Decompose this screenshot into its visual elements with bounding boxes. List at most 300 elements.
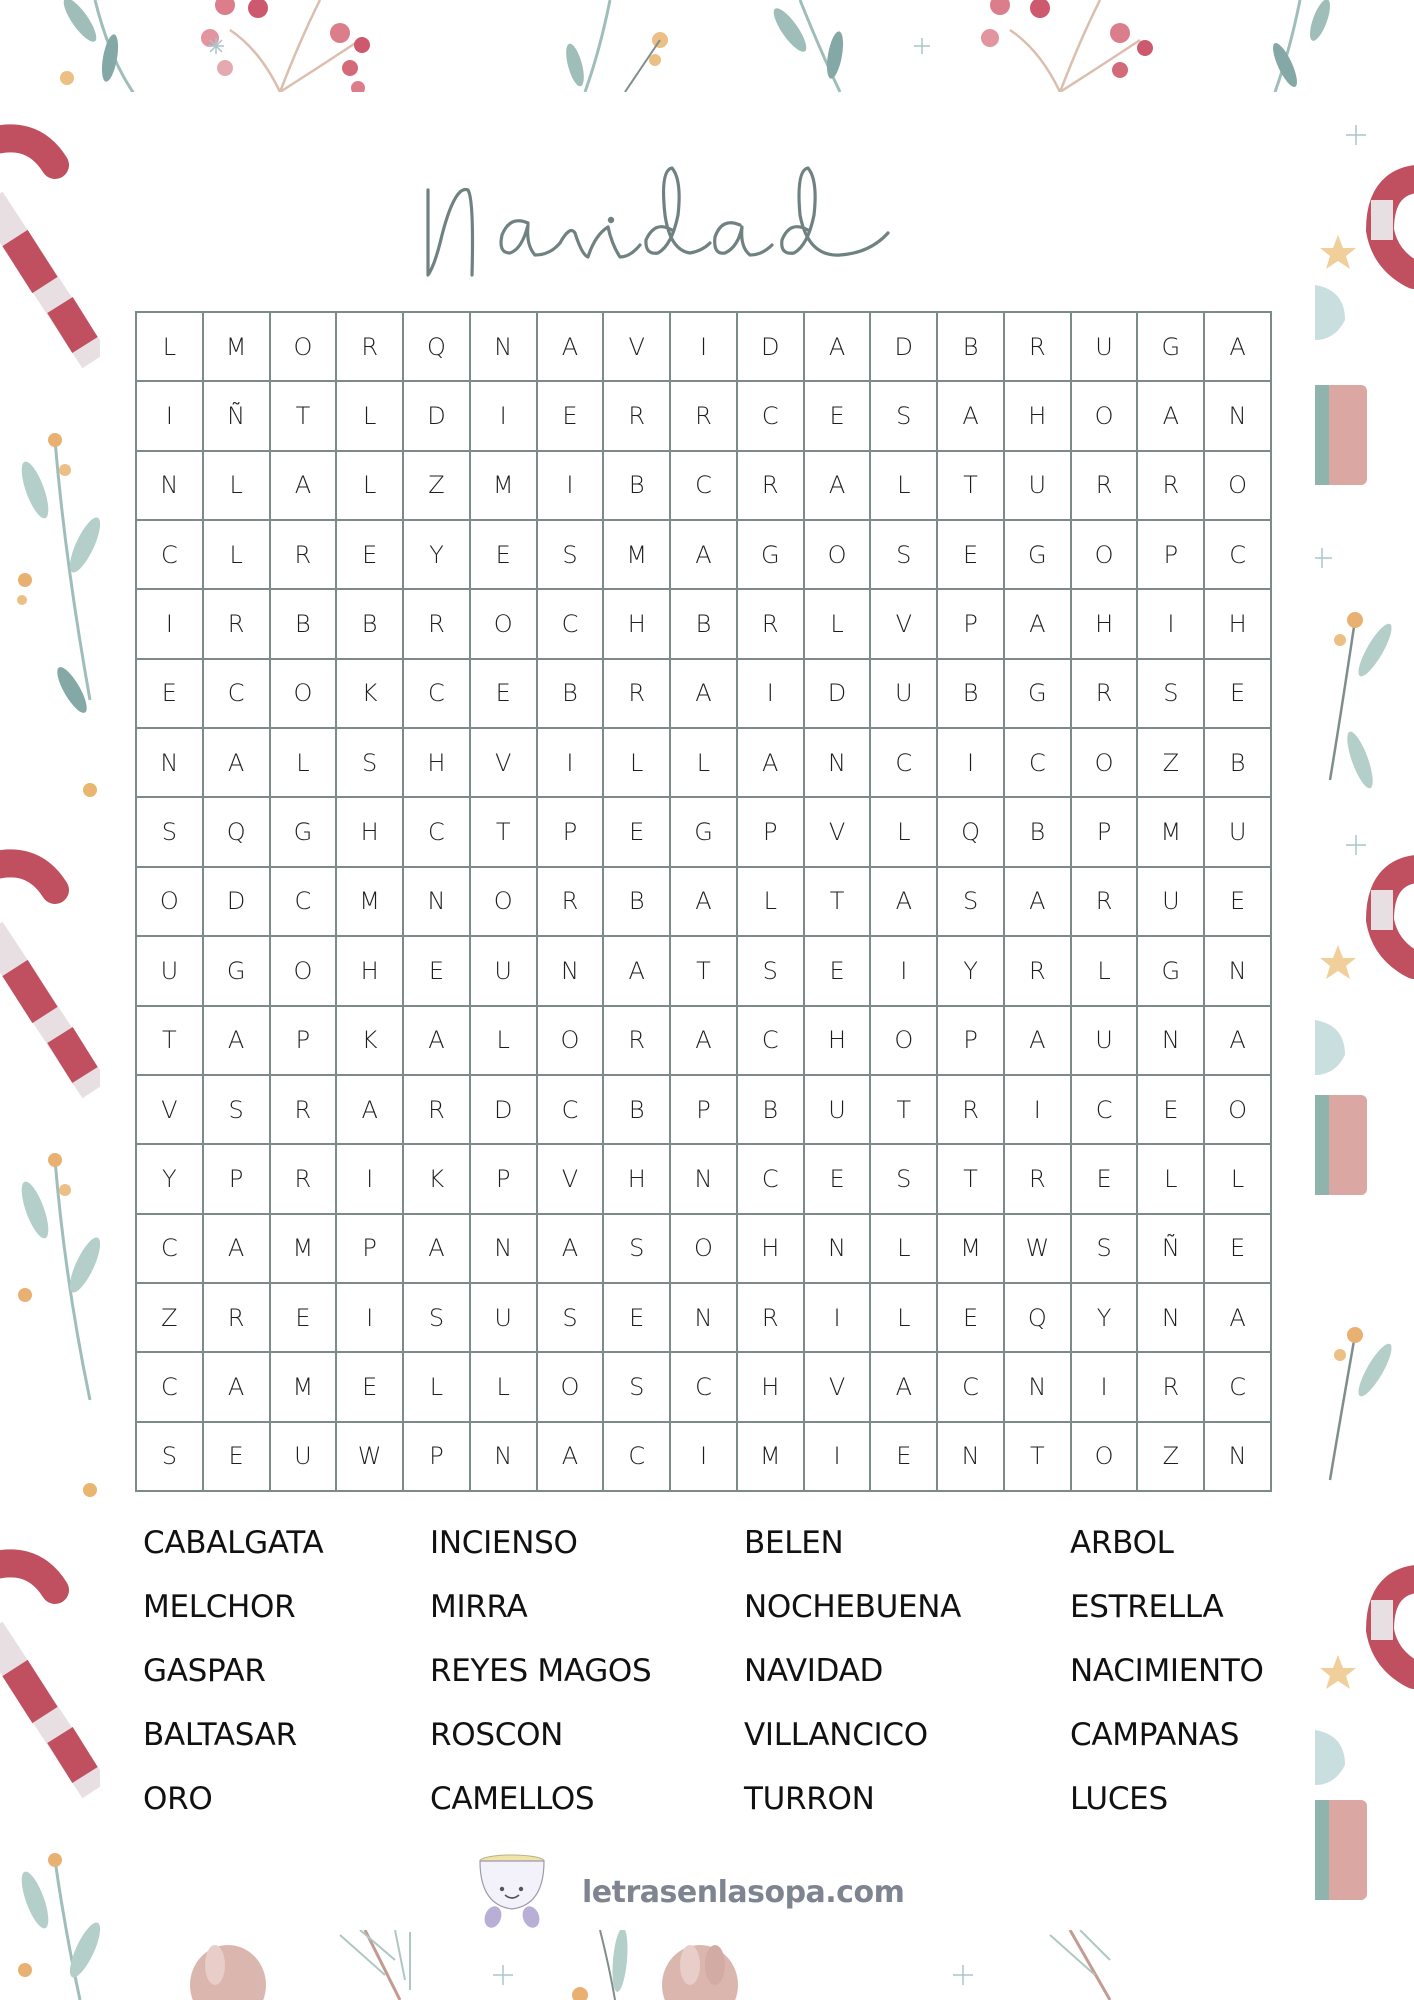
grid-cell[interactable]: S <box>137 798 204 867</box>
grid-cell[interactable]: C <box>1205 1353 1272 1422</box>
grid-cell[interactable]: C <box>271 868 338 937</box>
candy-cane-icon <box>0 863 95 1090</box>
grid-cell[interactable]: M <box>337 868 404 937</box>
grid-cell[interactable]: M <box>271 1215 338 1284</box>
grid-cell[interactable]: L <box>871 798 938 867</box>
grid-cell[interactable]: L <box>471 1353 538 1422</box>
grid-cell[interactable]: E <box>805 1145 872 1214</box>
grid-cell[interactable]: I <box>1138 590 1205 659</box>
grid-cell[interactable]: Z <box>1138 1423 1205 1492</box>
grid-cell[interactable]: Ñ <box>204 382 271 451</box>
grid-cell[interactable]: B <box>604 452 671 521</box>
grid-cell[interactable]: U <box>1072 1007 1139 1076</box>
grid-cell[interactable]: N <box>671 1145 738 1214</box>
grid-cell[interactable]: L <box>1072 937 1139 1006</box>
grid-cell[interactable]: Q <box>204 798 271 867</box>
grid-cell[interactable]: N <box>1138 1284 1205 1353</box>
snowflake-icon <box>493 1965 513 1985</box>
grid-cell[interactable]: A <box>538 1423 605 1492</box>
grid-cell[interactable]: O <box>671 1215 738 1284</box>
grid-cell[interactable]: A <box>204 729 271 798</box>
grid-cell[interactable]: B <box>538 660 605 729</box>
grid-cell[interactable]: N <box>538 937 605 1006</box>
grid-cell[interactable]: G <box>738 521 805 590</box>
grid-cell[interactable]: M <box>204 313 271 382</box>
grid-cell[interactable]: L <box>805 590 872 659</box>
grid-cell[interactable]: R <box>604 382 671 451</box>
grid-cell[interactable]: C <box>404 798 471 867</box>
grid-cell[interactable]: A <box>938 382 1005 451</box>
grid-cell[interactable]: M <box>604 521 671 590</box>
grid-cell[interactable]: A <box>671 1007 738 1076</box>
grid-cell[interactable]: Y <box>938 937 1005 1006</box>
grid-cell[interactable]: T <box>137 1007 204 1076</box>
grid-cell[interactable]: D <box>471 1076 538 1145</box>
grid-cell[interactable]: A <box>337 1076 404 1145</box>
grid-cell[interactable]: C <box>604 1423 671 1492</box>
grid-cell[interactable]: S <box>604 1215 671 1284</box>
grid-cell[interactable]: W <box>1005 1215 1072 1284</box>
grid-cell[interactable]: I <box>671 1423 738 1492</box>
grid-cell[interactable]: N <box>137 729 204 798</box>
grid-cell[interactable]: A <box>805 452 872 521</box>
grid-cell[interactable]: L <box>137 313 204 382</box>
grid-cell[interactable]: S <box>137 1423 204 1492</box>
grid-cell[interactable]: L <box>471 1007 538 1076</box>
grid-cell[interactable]: B <box>604 868 671 937</box>
grid-cell[interactable]: N <box>805 1215 872 1284</box>
grid-cell[interactable]: L <box>337 452 404 521</box>
grid-cell[interactable]: P <box>204 1145 271 1214</box>
grid-cell[interactable]: Q <box>1005 1284 1072 1353</box>
grid-cell[interactable]: N <box>1138 1007 1205 1076</box>
grid-cell[interactable]: T <box>271 382 338 451</box>
grid-cell[interactable]: B <box>1005 798 1072 867</box>
grid-cell[interactable]: G <box>1138 937 1205 1006</box>
grid-cell[interactable]: R <box>337 313 404 382</box>
grid-cell[interactable]: H <box>738 1215 805 1284</box>
grid-cell[interactable]: I <box>337 1145 404 1214</box>
grid-cell[interactable]: O <box>538 1353 605 1422</box>
grid-cell[interactable]: N <box>671 1284 738 1353</box>
grid-cell[interactable]: V <box>137 1076 204 1145</box>
grid-cell[interactable]: N <box>471 1215 538 1284</box>
grid-cell[interactable]: C <box>1005 729 1072 798</box>
grid-cell[interactable]: O <box>271 937 338 1006</box>
grid-cell[interactable]: M <box>271 1353 338 1422</box>
grid-cell[interactable]: G <box>671 798 738 867</box>
grid-cell[interactable]: N <box>471 313 538 382</box>
grid-cell[interactable]: B <box>671 590 738 659</box>
grid-cell[interactable]: A <box>271 452 338 521</box>
grid-cell[interactable]: P <box>404 1423 471 1492</box>
word-item: NAVIDAD <box>744 1653 884 1689</box>
grid-cell[interactable]: C <box>738 382 805 451</box>
grid-cell[interactable]: A <box>204 1007 271 1076</box>
grid-cell[interactable]: U <box>471 937 538 1006</box>
grid-cell[interactable]: M <box>471 452 538 521</box>
candy-cane-icon <box>1380 1579 1414 1675</box>
site-link[interactable]: letrasenlasopa.com <box>582 1875 905 1910</box>
grid-cell[interactable]: Y <box>137 1145 204 1214</box>
grid-cell[interactable]: R <box>1072 452 1139 521</box>
grid-cell[interactable]: E <box>938 521 1005 590</box>
grid-cell[interactable]: E <box>1205 1215 1272 1284</box>
grid-cell[interactable]: E <box>337 521 404 590</box>
grid-cell[interactable]: Z <box>137 1284 204 1353</box>
grid-cell[interactable]: C <box>204 660 271 729</box>
grid-cell[interactable]: E <box>471 660 538 729</box>
grid-cell[interactable]: A <box>404 1215 471 1284</box>
grid-cell[interactable]: E <box>871 1423 938 1492</box>
grid-cell[interactable]: T <box>938 1145 1005 1214</box>
grid-cell[interactable]: A <box>604 937 671 1006</box>
grid-cell[interactable]: I <box>137 590 204 659</box>
grid-cell[interactable]: A <box>671 868 738 937</box>
word-search-grid[interactable] <box>135 311 1272 1492</box>
grid-cell[interactable]: O <box>871 1007 938 1076</box>
grid-cell[interactable]: B <box>938 313 1005 382</box>
grid-cell[interactable]: L <box>204 521 271 590</box>
grid-cell[interactable]: C <box>671 452 738 521</box>
grid-cell[interactable]: R <box>271 1076 338 1145</box>
grid-cell[interactable]: A <box>204 1215 271 1284</box>
grid-cell[interactable]: P <box>471 1145 538 1214</box>
grid-cell[interactable]: B <box>271 590 338 659</box>
grid-cell[interactable]: E <box>137 660 204 729</box>
grid-cell[interactable]: U <box>1138 868 1205 937</box>
grid-cell[interactable]: P <box>938 1007 1005 1076</box>
grid-cell[interactable]: I <box>538 729 605 798</box>
grid-cell[interactable]: R <box>1138 452 1205 521</box>
grid-cell[interactable]: A <box>538 313 605 382</box>
grid-cell[interactable]: G <box>1138 313 1205 382</box>
grid-cell[interactable]: N <box>1205 382 1272 451</box>
grid-cell[interactable]: H <box>1005 382 1072 451</box>
grid-cell[interactable]: B <box>938 660 1005 729</box>
grid-cell[interactable]: A <box>1205 1007 1272 1076</box>
grid-cell[interactable]: M <box>738 1423 805 1492</box>
grid-cell[interactable]: R <box>604 1007 671 1076</box>
grid-cell[interactable]: V <box>471 729 538 798</box>
grid-cell[interactable]: C <box>137 1353 204 1422</box>
grid-cell[interactable]: T <box>871 1076 938 1145</box>
grid-cell[interactable]: S <box>938 868 1005 937</box>
grid-cell[interactable]: V <box>871 590 938 659</box>
grid-cell[interactable]: N <box>1005 1353 1072 1422</box>
grid-cell[interactable]: A <box>404 1007 471 1076</box>
grid-cell[interactable]: S <box>1072 1215 1139 1284</box>
grid-cell[interactable]: T <box>805 868 872 937</box>
grid-cell[interactable]: R <box>1072 660 1139 729</box>
grid-cell[interactable]: G <box>1005 660 1072 729</box>
grid-cell[interactable]: E <box>271 1284 338 1353</box>
grid-cell[interactable]: P <box>1138 521 1205 590</box>
grid-cell[interactable]: R <box>938 1076 1005 1145</box>
grid-cell[interactable]: S <box>871 382 938 451</box>
grid-cell[interactable]: S <box>538 521 605 590</box>
grid-cell[interactable]: R <box>1005 1145 1072 1214</box>
grid-cell[interactable]: B <box>1205 729 1272 798</box>
grid-cell[interactable]: S <box>871 1145 938 1214</box>
grid-cell[interactable]: Ñ <box>1138 1215 1205 1284</box>
grid-cell[interactable]: I <box>938 729 1005 798</box>
grid-cell[interactable]: N <box>404 868 471 937</box>
grid-cell[interactable]: L <box>1138 1145 1205 1214</box>
grid-cell[interactable]: H <box>337 937 404 1006</box>
grid-cell[interactable]: L <box>271 729 338 798</box>
grid-cell[interactable]: N <box>938 1423 1005 1492</box>
grid-cell[interactable]: L <box>604 729 671 798</box>
grid-cell[interactable]: O <box>805 521 872 590</box>
grid-cell[interactable]: U <box>1005 452 1072 521</box>
grid-cell[interactable]: L <box>871 452 938 521</box>
grid-cell[interactable]: U <box>871 660 938 729</box>
grid-cell[interactable]: U <box>805 1076 872 1145</box>
grid-cell[interactable]: M <box>1138 798 1205 867</box>
grid-cell[interactable]: A <box>1005 1007 1072 1076</box>
grid-cell[interactable]: T <box>671 937 738 1006</box>
grid-cell[interactable]: A <box>871 1353 938 1422</box>
grid-cell[interactable]: L <box>871 1215 938 1284</box>
grid-cell[interactable]: O <box>271 313 338 382</box>
grid-cell[interactable]: S <box>538 1284 605 1353</box>
grid-cell[interactable]: Q <box>938 798 1005 867</box>
grid-cell[interactable]: I <box>805 1423 872 1492</box>
grid-cell[interactable]: V <box>805 1353 872 1422</box>
grid-cell[interactable]: A <box>1205 313 1272 382</box>
grid-cell[interactable]: G <box>1005 521 1072 590</box>
grid-cell[interactable]: E <box>604 798 671 867</box>
grid-cell[interactable]: H <box>1205 590 1272 659</box>
grid-cell[interactable]: S <box>337 729 404 798</box>
grid-cell[interactable]: E <box>805 382 872 451</box>
leaf-sprig-icon <box>1330 1327 1397 1480</box>
grid-cell[interactable]: E <box>1072 1145 1139 1214</box>
grid-cell[interactable]: L <box>404 1353 471 1422</box>
grid-cell[interactable]: U <box>471 1284 538 1353</box>
grid-cell[interactable]: D <box>871 313 938 382</box>
grid-cell[interactable]: K <box>337 660 404 729</box>
grid-cell[interactable]: O <box>1072 521 1139 590</box>
grid-cell[interactable]: R <box>204 590 271 659</box>
grid-cell[interactable]: D <box>204 868 271 937</box>
grid-cell[interactable]: L <box>671 729 738 798</box>
grid-cell[interactable]: I <box>1072 1353 1139 1422</box>
grid-cell[interactable]: I <box>471 382 538 451</box>
grid-cell[interactable]: L <box>1205 1145 1272 1214</box>
grid-cell[interactable]: O <box>1072 382 1139 451</box>
grid-cell[interactable]: U <box>271 1423 338 1492</box>
grid-cell[interactable]: P <box>738 798 805 867</box>
grid-cell[interactable]: U <box>137 937 204 1006</box>
grid-cell[interactable]: I <box>871 937 938 1006</box>
grid-cell[interactable]: S <box>738 937 805 1006</box>
word-item: ARBOL <box>1070 1525 1174 1561</box>
grid-cell[interactable]: C <box>738 1007 805 1076</box>
word-item: TURRON <box>744 1781 875 1817</box>
grid-cell[interactable]: N <box>137 452 204 521</box>
grid-cell[interactable]: R <box>671 382 738 451</box>
grid-cell[interactable]: O <box>1205 1076 1272 1145</box>
grid-cell[interactable]: L <box>871 1284 938 1353</box>
grid-cell[interactable]: K <box>404 1145 471 1214</box>
grid-cell[interactable]: R <box>404 1076 471 1145</box>
grid-cell[interactable]: E <box>404 937 471 1006</box>
grid-cell[interactable]: R <box>738 590 805 659</box>
grid-cell[interactable]: U <box>1072 313 1139 382</box>
grid-cell[interactable]: Z <box>1138 729 1205 798</box>
grid-cell[interactable]: N <box>471 1423 538 1492</box>
grid-cell[interactable]: G <box>204 937 271 1006</box>
grid-cell[interactable]: A <box>1138 382 1205 451</box>
grid-cell[interactable]: A <box>738 729 805 798</box>
grid-cell[interactable]: A <box>204 1353 271 1422</box>
grid-cell[interactable]: R <box>204 1284 271 1353</box>
berry-icon <box>83 1483 97 1497</box>
grid-cell[interactable]: B <box>337 590 404 659</box>
grid-cell[interactable]: R <box>738 1284 805 1353</box>
grid-cell[interactable]: O <box>1072 1423 1139 1492</box>
grid-cell[interactable]: H <box>1072 590 1139 659</box>
grid-cell[interactable]: I <box>538 452 605 521</box>
grid-cell[interactable]: R <box>271 1145 338 1214</box>
grid-cell[interactable]: A <box>805 313 872 382</box>
grid-cell[interactable]: O <box>137 868 204 937</box>
grid-cell[interactable]: Q <box>404 313 471 382</box>
grid-cell[interactable]: A <box>671 521 738 590</box>
grid-cell[interactable]: S <box>604 1353 671 1422</box>
grid-cell[interactable]: N <box>1205 1423 1272 1492</box>
grid-cell[interactable]: L <box>204 452 271 521</box>
grid-cell[interactable]: C <box>137 1215 204 1284</box>
grid-cell[interactable]: H <box>805 1007 872 1076</box>
grid-cell[interactable]: D <box>404 382 471 451</box>
grid-cell[interactable]: Y <box>404 521 471 590</box>
grid-cell[interactable]: E <box>337 1353 404 1422</box>
grid-cell[interactable]: K <box>337 1007 404 1076</box>
grid-cell[interactable]: R <box>1072 868 1139 937</box>
grid-cell[interactable]: D <box>738 313 805 382</box>
grid-cell[interactable]: P <box>1072 798 1139 867</box>
grid-cell[interactable]: C <box>404 660 471 729</box>
grid-cell[interactable]: M <box>938 1215 1005 1284</box>
grid-cell[interactable]: R <box>1005 313 1072 382</box>
grid-cell[interactable]: E <box>604 1284 671 1353</box>
grid-cell[interactable]: P <box>337 1215 404 1284</box>
grid-cell[interactable]: I <box>137 382 204 451</box>
grid-cell[interactable]: I <box>738 660 805 729</box>
grid-cell[interactable]: A <box>671 660 738 729</box>
grid-cell[interactable]: E <box>471 521 538 590</box>
grid-cell[interactable]: I <box>671 313 738 382</box>
grid-cell[interactable]: H <box>337 798 404 867</box>
grid-cell[interactable]: S <box>871 521 938 590</box>
grid-cell[interactable]: Z <box>404 452 471 521</box>
grid-cell[interactable]: C <box>738 1145 805 1214</box>
grid-cell[interactable]: C <box>871 729 938 798</box>
grid-cell[interactable]: S <box>204 1076 271 1145</box>
grid-cell[interactable]: T <box>938 452 1005 521</box>
grid-cell[interactable]: I <box>1005 1076 1072 1145</box>
grid-cell[interactable]: R <box>404 590 471 659</box>
grid-cell[interactable]: C <box>538 1076 605 1145</box>
grid-cell[interactable]: N <box>1205 937 1272 1006</box>
grid-cell[interactable]: N <box>805 729 872 798</box>
grid-cell[interactable]: E <box>204 1423 271 1492</box>
grid-cell[interactable]: C <box>1205 521 1272 590</box>
grid-cell[interactable]: E <box>938 1284 1005 1353</box>
grid-cell[interactable]: T <box>471 798 538 867</box>
grid-cell[interactable]: R <box>538 868 605 937</box>
grid-cell[interactable]: A <box>1205 1284 1272 1353</box>
leaf-sprig-icon <box>572 1928 630 2000</box>
grid-cell[interactable]: O <box>538 1007 605 1076</box>
grid-cell[interactable]: R <box>271 521 338 590</box>
grid-cell[interactable]: U <box>1205 798 1272 867</box>
grid-cell[interactable]: O <box>271 660 338 729</box>
grid-cell[interactable]: A <box>871 868 938 937</box>
grid-cell[interactable]: E <box>538 382 605 451</box>
grid-cell[interactable]: E <box>1205 868 1272 937</box>
grid-cell[interactable]: O <box>471 868 538 937</box>
grid-cell[interactable]: P <box>538 798 605 867</box>
grid-cell[interactable]: L <box>337 382 404 451</box>
grid-cell[interactable]: P <box>671 1076 738 1145</box>
grid-cell[interactable]: H <box>404 729 471 798</box>
grid-cell[interactable]: C <box>1072 1076 1139 1145</box>
grid-cell[interactable]: Y <box>1072 1284 1139 1353</box>
grid-cell[interactable]: O <box>1205 452 1272 521</box>
grid-cell[interactable]: R <box>604 660 671 729</box>
grid-cell[interactable]: H <box>738 1353 805 1422</box>
grid-cell[interactable]: P <box>938 590 1005 659</box>
grid-cell[interactable]: D <box>805 660 872 729</box>
grid-cell[interactable]: S <box>1138 660 1205 729</box>
grid-cell[interactable]: V <box>805 798 872 867</box>
grid-cell[interactable]: E <box>1205 660 1272 729</box>
grid-cell[interactable]: H <box>604 590 671 659</box>
grid-cell[interactable]: E <box>1138 1076 1205 1145</box>
grid-cell[interactable]: P <box>271 1007 338 1076</box>
grid-cell[interactable]: C <box>538 590 605 659</box>
grid-cell[interactable]: I <box>337 1284 404 1353</box>
grid-cell[interactable]: O <box>471 590 538 659</box>
grid-cell[interactable]: R <box>1138 1353 1205 1422</box>
grid-cell[interactable]: C <box>938 1353 1005 1422</box>
grid-cell[interactable]: O <box>1072 729 1139 798</box>
grid-cell[interactable]: E <box>805 937 872 1006</box>
grid-cell[interactable]: B <box>738 1076 805 1145</box>
grid-cell[interactable]: V <box>604 313 671 382</box>
grid-cell[interactable]: B <box>604 1076 671 1145</box>
grid-cell[interactable]: W <box>337 1423 404 1492</box>
grid-cell[interactable]: R <box>738 452 805 521</box>
grid-cell[interactable]: A <box>538 1215 605 1284</box>
grid-cell[interactable]: H <box>604 1145 671 1214</box>
grid-cell[interactable]: A <box>1005 590 1072 659</box>
grid-cell[interactable]: G <box>271 798 338 867</box>
grid-cell[interactable]: V <box>538 1145 605 1214</box>
grid-cell[interactable]: L <box>738 868 805 937</box>
grid-cell[interactable]: C <box>137 521 204 590</box>
grid-cell[interactable]: R <box>1005 937 1072 1006</box>
grid-cell[interactable]: S <box>404 1284 471 1353</box>
grid-cell[interactable]: C <box>671 1353 738 1422</box>
grid-cell[interactable]: T <box>1005 1423 1072 1492</box>
grid-cell[interactable]: I <box>805 1284 872 1353</box>
grid-cell[interactable]: A <box>1005 868 1072 937</box>
